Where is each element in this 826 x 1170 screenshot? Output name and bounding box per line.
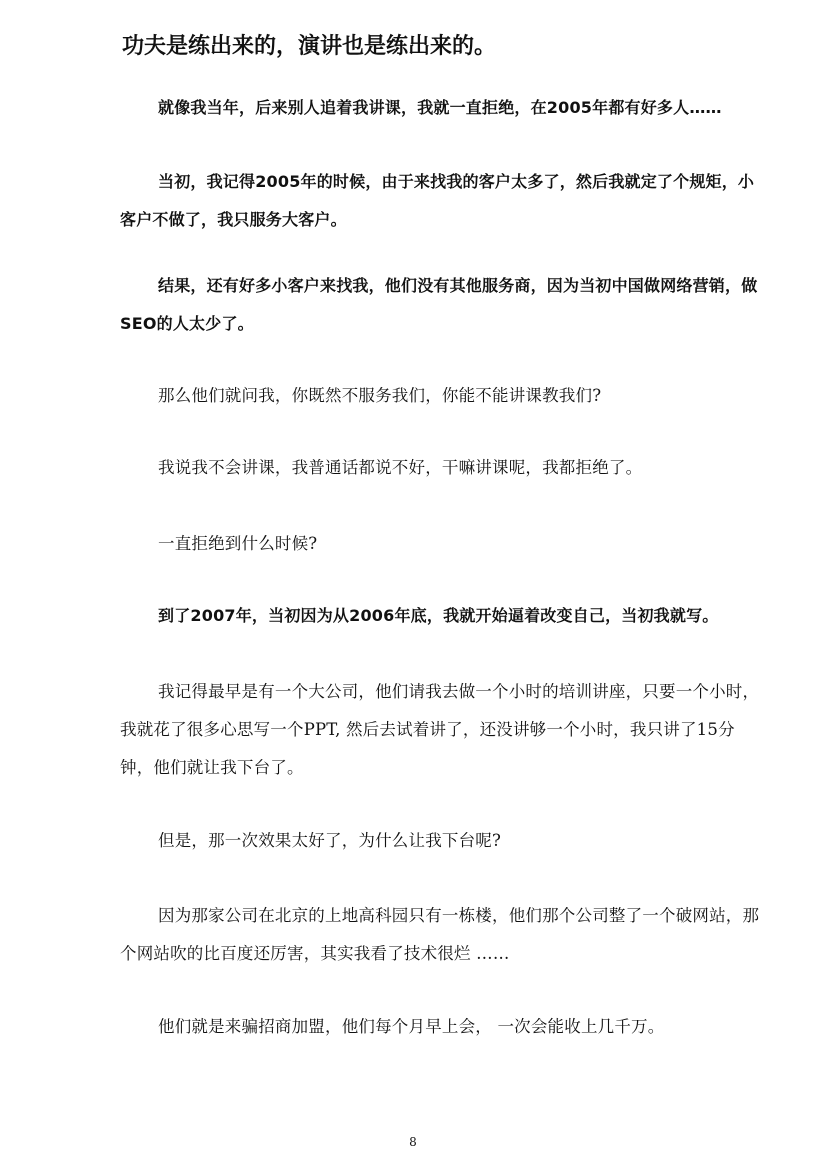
paragraph-1: 就像我当年，后来别人追着我讲课，我就一直拒绝，在2005年都有好多人…… <box>158 98 722 117</box>
paragraph-8: 我记得最早是有一个大公司，他们请我去做一个小时的培训讲座，只要一个小时，我就花了很多心思写一个PPT, 然后去试着讲了，还没讲够一个小时，我只讲了15分钟，他们就让我下台了。 <box>120 682 760 777</box>
paragraph-2: 当初，我记得2005年的时候，由于来找我的客户太多了，然后我就定了个规矩，小客户不做了，我只服务大客户。 <box>120 172 755 229</box>
paragraph-4: 那么他们就问我，你既然不服务我们，你能不能讲课教我们? <box>158 386 602 405</box>
paragraph-5: 我说我不会讲课，我普通话都说不好，干嘛讲课呢，我都拒绝了。 <box>158 458 643 477</box>
paragraph-9: 但是，那一次效果太好了，为什么让我下台呢? <box>158 831 502 850</box>
paragraph-10: 因为那家公司在北京的上地高科园只有一栋楼，他们那个公司整了一个破网站，那个网站吹的比百度还厉害，其实我看了技术很烂 …… <box>120 906 760 963</box>
paragraph-3: 结果，还有好多小客户来找我，他们没有其他服务商，因为当初中国做网络营销，做SEO的人太少了。 <box>120 276 758 333</box>
page-heading: 功夫是练出来的，演讲也是练出来的。 <box>122 34 497 59</box>
paragraph-6: 一直拒绝到什么时候? <box>158 534 318 553</box>
paragraph-11: 他们就是来骗招商加盟，他们每个月早上会， 一次会能收上几千万。 <box>158 1017 665 1036</box>
page-number: 8 <box>409 1135 417 1149</box>
paragraph-7: 到了2007年，当初因为从2006年底，我就开始逼着改变自己，当初我就写。 <box>158 606 719 625</box>
